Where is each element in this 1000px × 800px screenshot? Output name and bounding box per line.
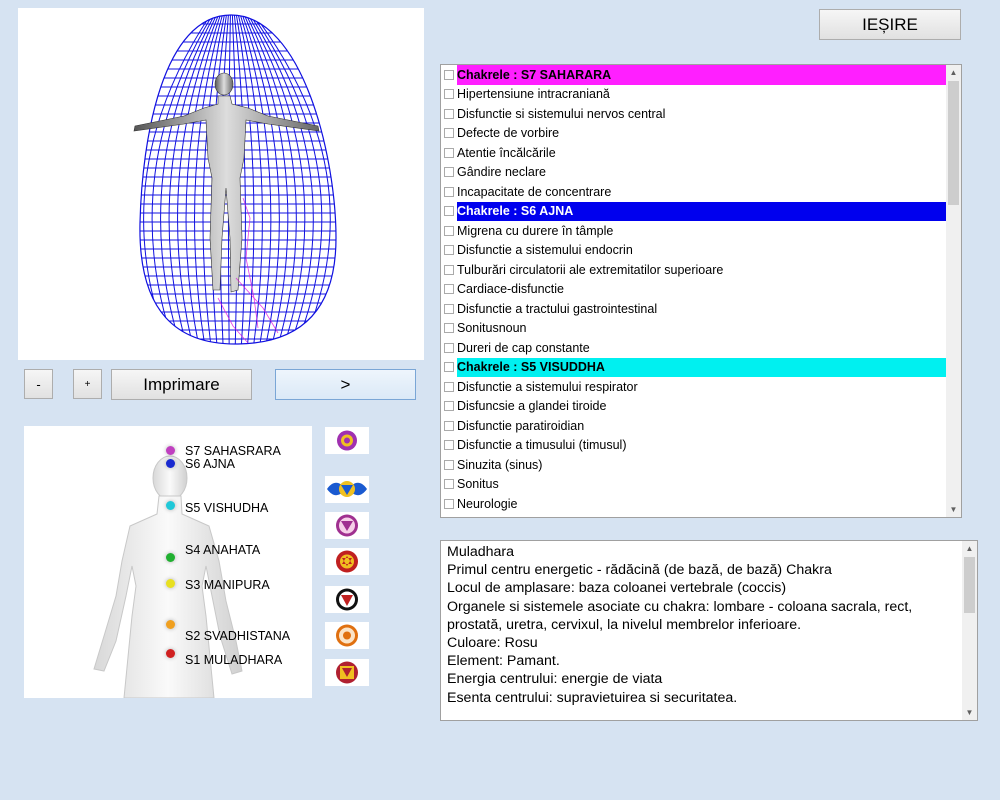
symptom-item[interactable] xyxy=(441,377,946,397)
symptom-item[interactable] xyxy=(441,163,946,183)
symptom-item[interactable] xyxy=(441,124,946,144)
exit-button[interactable]: IEȘIRE xyxy=(819,9,961,40)
chakra-dot-s2[interactable] xyxy=(166,620,175,629)
item-label: Disfunctie paratiroidian xyxy=(457,418,585,433)
ajna-symbol-icon[interactable] xyxy=(325,476,369,503)
scroll-up-icon[interactable]: ▲ xyxy=(949,68,958,77)
symptom-item[interactable] xyxy=(441,436,946,456)
svadhisthana-symbol-icon[interactable] xyxy=(325,622,369,649)
description-line: Muladhara xyxy=(447,544,515,560)
chakra-label-s5: S5 VISHUDHA xyxy=(185,501,269,515)
chakra-label-s2: S2 SVADHISTANA xyxy=(185,629,291,643)
symptom-item[interactable] xyxy=(441,143,946,163)
symptom-item[interactable] xyxy=(441,241,946,261)
checkbox[interactable] xyxy=(444,362,454,372)
scroll-up-icon[interactable]: ▲ xyxy=(965,544,974,553)
vishuddha-symbol-icon[interactable] xyxy=(325,512,369,539)
chakra-dot-s4[interactable] xyxy=(166,553,175,562)
energy-field-viewer[interactable] xyxy=(18,8,424,360)
list-scrollbar[interactable] xyxy=(946,65,961,517)
checkbox[interactable] xyxy=(444,206,454,216)
item-label: Cardiace-disfunctie xyxy=(457,282,564,297)
muladhara-symbol-icon[interactable] xyxy=(325,659,369,686)
checkbox[interactable] xyxy=(444,479,454,489)
symptom-item[interactable] xyxy=(441,104,946,124)
symptom-item[interactable] xyxy=(441,475,946,495)
item-label: Tulburări circulatorii ale extremitatilor superioare xyxy=(457,262,724,277)
scroll-down-icon[interactable]: ▼ xyxy=(949,505,958,514)
symptom-item[interactable] xyxy=(441,280,946,300)
description-line: Locul de amplasare: baza coloanei vertebrale (coccis) xyxy=(447,580,787,597)
item-label: Atentie încălcările xyxy=(457,145,556,160)
symptom-item[interactable] xyxy=(441,85,946,105)
item-label: Gândire neclare xyxy=(457,165,546,180)
checkbox[interactable] xyxy=(444,70,454,80)
checkbox[interactable] xyxy=(444,284,454,294)
checkbox[interactable] xyxy=(444,304,454,314)
manipura-symbol-icon[interactable] xyxy=(325,586,369,613)
symptom-item[interactable] xyxy=(441,182,946,202)
item-label: Defecte de vorbire xyxy=(457,126,560,141)
scroll-down-icon[interactable]: ▼ xyxy=(965,708,974,717)
chakra-dot-s5[interactable] xyxy=(166,501,175,510)
item-label: Chakrele : S6 AJNA xyxy=(457,202,946,222)
chakra-label-s1: S1 MULADHARA xyxy=(185,653,283,667)
description-line: Esenta centrului: supravietuirea si securitatea. xyxy=(447,689,738,706)
item-label: Disfunctie a sistemului endocrin xyxy=(457,243,633,258)
symptom-list[interactable] xyxy=(440,64,962,518)
description-line: Organele si sistemele asociate cu chakra: lombare - coloana sacrala, rect, prostată, uretra, cervixul, la nivelul membrelor inferioare. xyxy=(447,598,913,633)
item-label: Chakrele : S5 VISUDDHA xyxy=(457,358,946,378)
chakra-label-s4: S4 ANAHATA xyxy=(185,543,261,557)
symptom-item[interactable] xyxy=(441,319,946,339)
description-scrollbar[interactable] xyxy=(962,541,977,720)
checkbox[interactable] xyxy=(444,460,454,470)
item-label: Sonitus xyxy=(457,477,499,492)
checkbox[interactable] xyxy=(444,109,454,119)
item-label: Disfunctie a tractului gastrointestinal xyxy=(457,301,658,316)
checkbox[interactable] xyxy=(444,167,454,177)
symptom-item[interactable] xyxy=(441,416,946,436)
checkbox[interactable] xyxy=(444,187,454,197)
item-label: Sonitusnoun xyxy=(457,321,527,336)
chakra-group-header[interactable] xyxy=(441,358,946,378)
checkbox[interactable] xyxy=(444,245,454,255)
zoom-out-button[interactable]: - xyxy=(24,369,53,399)
symptom-item[interactable] xyxy=(441,221,946,241)
symptom-item[interactable] xyxy=(441,338,946,358)
description-line: Culoare: Rosu xyxy=(447,635,538,652)
checkbox[interactable] xyxy=(444,323,454,333)
checkbox[interactable] xyxy=(444,382,454,392)
chakra-dot-s7[interactable] xyxy=(166,446,175,455)
item-label: Hipertensiune intracraniană xyxy=(457,87,610,102)
chakra-label-s3: S3 MANIPURA xyxy=(185,578,270,592)
chakra-description[interactable] xyxy=(440,540,978,721)
symptom-item[interactable] xyxy=(441,397,946,417)
item-label: Neurologie xyxy=(457,496,518,511)
description-line: Primul centru energetic - rădăcină (de bază, de bază) Chakra xyxy=(447,562,832,579)
wireframe-aura-illustration xyxy=(18,8,424,360)
checkbox[interactable] xyxy=(444,343,454,353)
symptom-item[interactable] xyxy=(441,299,946,319)
zoom-in-button[interactable]: + xyxy=(73,369,102,399)
symptom-item[interactable] xyxy=(441,260,946,280)
chakra-group-header[interactable] xyxy=(441,202,946,222)
chakra-dot-s3[interactable] xyxy=(166,579,175,588)
item-label: Disfuncsie a glandei tiroide xyxy=(457,399,607,414)
chakra-group-header[interactable] xyxy=(441,65,946,85)
chakra-body-panel xyxy=(24,426,312,698)
checkbox[interactable] xyxy=(444,401,454,411)
symptom-item[interactable] xyxy=(441,455,946,475)
anahata-symbol-icon[interactable] xyxy=(325,548,369,575)
symptom-item[interactable] xyxy=(441,494,946,514)
chakra-dot-s6[interactable] xyxy=(166,459,175,468)
checkbox[interactable] xyxy=(444,226,454,236)
checkbox[interactable] xyxy=(444,499,454,509)
chakra-label-s6: S6 AJNA xyxy=(185,457,236,471)
description-line: Energia centrului: energie de viata xyxy=(447,671,663,688)
checkbox[interactable] xyxy=(444,265,454,275)
item-label: Chakrele : S7 SAHARARA xyxy=(457,65,946,85)
scroll-thumb[interactable] xyxy=(948,81,959,205)
print-button[interactable]: Imprimare xyxy=(111,369,252,400)
scroll-thumb[interactable] xyxy=(964,557,975,613)
chakra-label-s7: S7 SAHASRARA xyxy=(185,444,281,458)
item-label: Incapacitate de concentrare xyxy=(457,184,612,199)
item-label: Sinuzita (sinus) xyxy=(457,457,543,472)
checkbox[interactable] xyxy=(444,89,454,99)
checkbox[interactable] xyxy=(444,440,454,450)
checkbox[interactable] xyxy=(444,148,454,158)
item-label: Migrena cu durere în tâmple xyxy=(457,223,614,238)
chakra-dot-s1[interactable] xyxy=(166,649,175,658)
item-label: Dureri de cap constante xyxy=(457,340,590,355)
description-line: Element: Pamant. xyxy=(447,653,560,670)
next-button[interactable]: > xyxy=(275,369,416,400)
item-label: Disfunctie si sistemului nervos central xyxy=(457,106,666,121)
item-label: Disfunctie a timusului (timusul) xyxy=(457,438,627,453)
checkbox[interactable] xyxy=(444,421,454,431)
sahasrara-symbol-icon[interactable] xyxy=(325,427,369,454)
item-label: Disfunctie a sistemului respirator xyxy=(457,379,638,394)
checkbox[interactable] xyxy=(444,128,454,138)
